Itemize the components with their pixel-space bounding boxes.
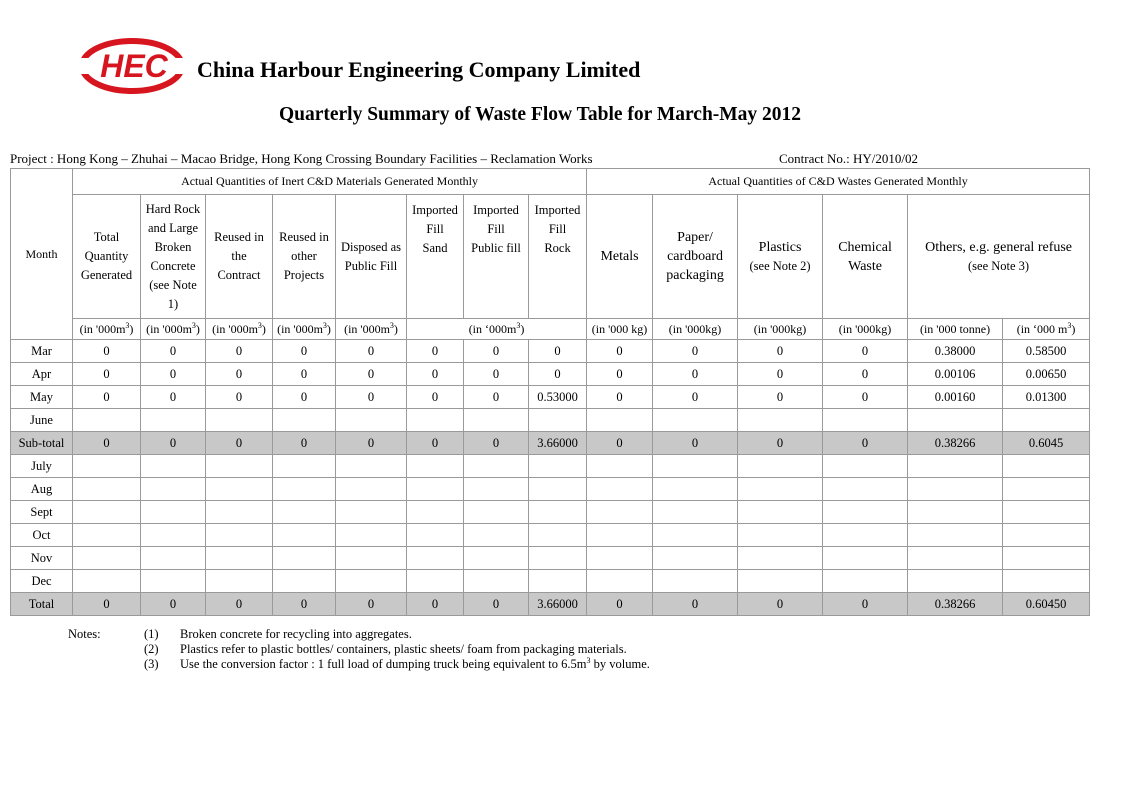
unit-paper: (in '000kg) [653, 319, 738, 340]
value-cell [823, 409, 908, 432]
value-cell [653, 524, 738, 547]
unit-plastics: (in '000kg) [738, 319, 823, 340]
col-metals: Metals [587, 195, 653, 319]
value-cell [273, 455, 336, 478]
value-cell: 0 [823, 386, 908, 409]
unit-chemical: (in '000kg) [823, 319, 908, 340]
value-cell [407, 478, 464, 501]
col-reused-other: Reused in other Projects [273, 195, 336, 319]
value-cell: 0 [587, 340, 653, 363]
value-cell [73, 455, 141, 478]
value-cell: 0.00650 [1003, 363, 1090, 386]
value-cell: 0 [141, 340, 206, 363]
value-cell [823, 547, 908, 570]
value-cell: 0 [464, 340, 529, 363]
col-others: Others, e.g. general refuse (see Note 3) [908, 195, 1090, 319]
value-cell: 0 [273, 386, 336, 409]
value-cell [464, 570, 529, 593]
value-cell [336, 524, 407, 547]
value-cell [273, 501, 336, 524]
value-cell [464, 547, 529, 570]
value-cell [587, 455, 653, 478]
value-cell [1003, 455, 1090, 478]
value-cell [407, 524, 464, 547]
month-cell: May [11, 386, 73, 409]
value-cell: 0.38266 [908, 432, 1003, 455]
month-cell: Oct [11, 524, 73, 547]
value-cell [587, 478, 653, 501]
value-cell: 0 [738, 340, 823, 363]
value-cell: 0 [336, 340, 407, 363]
month-cell: Total [11, 593, 73, 616]
note-item: (3) Use the conversion factor : 1 full load of dumping truck being equivalent to $6.5m^3$ by volume. [144, 655, 650, 671]
value-cell: 0 [141, 593, 206, 616]
table-row [11, 340, 1090, 363]
month-cell: June [11, 409, 73, 432]
value-cell [336, 501, 407, 524]
value-cell: 0 [407, 340, 464, 363]
table-row [11, 501, 1090, 524]
value-cell [653, 547, 738, 570]
value-cell [206, 547, 273, 570]
value-cell [908, 524, 1003, 547]
unit-metals: (in '000 kg) [587, 319, 653, 340]
value-cell: 0 [336, 386, 407, 409]
unit-total: (in '$000m^3$) [73, 319, 141, 340]
month-header: Month [11, 169, 73, 340]
value-cell: 0.00160 [908, 386, 1003, 409]
table-row [11, 455, 1090, 478]
value-cell [738, 478, 823, 501]
value-cell: 0 [206, 363, 273, 386]
value-cell: 0 [653, 363, 738, 386]
value-cell: 0.60450 [1003, 593, 1090, 616]
value-cell [529, 409, 587, 432]
value-cell [529, 478, 587, 501]
value-cell [206, 570, 273, 593]
value-cell [336, 478, 407, 501]
table-row [11, 524, 1090, 547]
value-cell: 0 [73, 386, 141, 409]
waste-group-header: Actual Quantities of C&D Wastes Generated Monthly [587, 169, 1090, 195]
value-cell: 0 [529, 340, 587, 363]
value-cell [738, 501, 823, 524]
month-cell: Apr [11, 363, 73, 386]
value-cell [336, 547, 407, 570]
value-cell: 0 [273, 363, 336, 386]
value-cell: 0 [336, 593, 407, 616]
col-imported-sand: Imported Fill Sand [407, 195, 464, 319]
value-cell [464, 501, 529, 524]
value-cell [407, 455, 464, 478]
month-cell: July [11, 455, 73, 478]
value-cell: 0 [336, 432, 407, 455]
value-cell: 0 [73, 432, 141, 455]
value-cell: 0 [738, 386, 823, 409]
value-cell: 0 [464, 593, 529, 616]
value-cell [908, 455, 1003, 478]
value-cell [206, 501, 273, 524]
value-cell: 0 [206, 340, 273, 363]
value-cell [908, 547, 1003, 570]
hec-logo [80, 38, 188, 94]
table-row [11, 432, 1090, 455]
col-imported-rock: Imported Fill Rock [529, 195, 587, 319]
value-cell [908, 570, 1003, 593]
value-cell [529, 547, 587, 570]
value-cell: 0 [738, 593, 823, 616]
value-cell [738, 409, 823, 432]
value-cell [336, 570, 407, 593]
value-cell [529, 455, 587, 478]
value-cell: 0 [336, 363, 407, 386]
value-cell: 0 [273, 340, 336, 363]
value-cell: 0 [587, 363, 653, 386]
value-cell [464, 455, 529, 478]
value-cell: 0 [464, 432, 529, 455]
unit-reused-contract: (in '$000m^3$) [206, 319, 273, 340]
month-cell: Mar [11, 340, 73, 363]
value-cell [823, 570, 908, 593]
value-cell: 0 [464, 386, 529, 409]
value-cell [738, 570, 823, 593]
col-total-quantity: Total Quantity Generated [73, 195, 141, 319]
value-cell [1003, 570, 1090, 593]
value-cell: 0.01300 [1003, 386, 1090, 409]
value-cell [336, 455, 407, 478]
unit-others-tonne: (in '000 tonne) [908, 319, 1003, 340]
value-cell: 0 [823, 432, 908, 455]
value-cell [738, 547, 823, 570]
value-cell: 0 [206, 432, 273, 455]
value-cell [529, 501, 587, 524]
value-cell [141, 547, 206, 570]
value-cell [823, 478, 908, 501]
col-plastics: Plastics (see Note 2) [738, 195, 823, 319]
value-cell: 0.00106 [908, 363, 1003, 386]
note-item: (1) Broken concrete for recycling into aggregates. [144, 627, 412, 641]
contract-number: Contract No.: HY/2010/02 [779, 151, 919, 166]
col-disposed-public-fill: Disposed as Public Fill [336, 195, 407, 319]
value-cell: 0 [653, 432, 738, 455]
value-cell [407, 409, 464, 432]
value-cell [141, 524, 206, 547]
value-cell [206, 409, 273, 432]
value-cell [529, 524, 587, 547]
value-cell [529, 570, 587, 593]
col-chemical-waste: Chemical Waste [823, 195, 908, 319]
value-cell: 0 [738, 363, 823, 386]
value-cell [587, 570, 653, 593]
value-cell [587, 547, 653, 570]
value-cell: 0 [73, 593, 141, 616]
value-cell: 0 [407, 363, 464, 386]
value-cell [407, 501, 464, 524]
value-cell: 3.66000 [529, 432, 587, 455]
table-row [11, 593, 1090, 616]
value-cell: 3.66000 [529, 593, 587, 616]
unit-imported: (in ‘$000m^3$) [407, 319, 587, 340]
value-cell [653, 570, 738, 593]
value-cell: 0 [587, 386, 653, 409]
value-cell: 0 [407, 386, 464, 409]
unit-hard-rock: (in '$000m^3$) [141, 319, 206, 340]
value-cell [653, 409, 738, 432]
value-cell: 0.38000 [908, 340, 1003, 363]
value-cell: 0 [738, 432, 823, 455]
value-cell: 0 [823, 593, 908, 616]
value-cell [141, 478, 206, 501]
value-cell [653, 478, 738, 501]
value-cell [1003, 501, 1090, 524]
company-name: China Harbour Engineering Company Limited [197, 57, 641, 82]
value-cell [908, 478, 1003, 501]
value-cell [141, 501, 206, 524]
value-cell [141, 570, 206, 593]
value-cell: 0 [407, 593, 464, 616]
table-row [11, 478, 1090, 501]
value-cell [908, 501, 1003, 524]
value-cell [738, 455, 823, 478]
value-cell [1003, 547, 1090, 570]
value-cell [1003, 409, 1090, 432]
page-title: Quarterly Summary of Waste Flow Table for March-May 2012 [278, 104, 802, 125]
value-cell: 0 [653, 386, 738, 409]
value-cell [464, 478, 529, 501]
value-cell: 0 [653, 593, 738, 616]
month-cell: Nov [11, 547, 73, 570]
col-paper: Paper/ cardboard packaging [653, 195, 738, 319]
value-cell [273, 524, 336, 547]
value-cell: 0.38266 [908, 593, 1003, 616]
value-cell [273, 478, 336, 501]
value-cell [587, 501, 653, 524]
value-cell [73, 409, 141, 432]
table-row [11, 363, 1090, 386]
value-cell [273, 547, 336, 570]
value-cell: 0 [73, 340, 141, 363]
value-cell [206, 478, 273, 501]
value-cell [73, 501, 141, 524]
value-cell: 0 [464, 363, 529, 386]
table-row [11, 409, 1090, 432]
value-cell: 0 [273, 593, 336, 616]
month-cell: Sub-total [11, 432, 73, 455]
value-cell [587, 524, 653, 547]
value-cell [273, 570, 336, 593]
note-item: (2) Plastics refer to plastic bottles/ containers, plastic sheets/ foam from packaging materials. [144, 642, 627, 656]
value-cell [206, 524, 273, 547]
notes-label: Notes: [68, 627, 101, 641]
table-row [11, 547, 1090, 570]
value-cell: 0 [823, 340, 908, 363]
col-hard-rock: Hard Rock and Large Broken Concrete (see Note 1) [141, 195, 206, 319]
value-cell [1003, 524, 1090, 547]
value-cell [823, 524, 908, 547]
value-cell: 0 [823, 363, 908, 386]
value-cell [336, 409, 407, 432]
value-cell: 0 [587, 432, 653, 455]
value-cell: 0 [529, 363, 587, 386]
value-cell: 0 [141, 432, 206, 455]
value-cell: 0 [653, 340, 738, 363]
value-cell [653, 455, 738, 478]
value-cell: 0.6045 [1003, 432, 1090, 455]
value-cell: 0 [587, 593, 653, 616]
value-cell: 0 [141, 386, 206, 409]
project-line: Project : Hong Kong – Zhuhai – Macao Bridge, Hong Kong Crossing Boundary Facilities – Reclamation Works [10, 151, 593, 166]
unit-others-m3: (in ‘000 $m^3$) [1003, 319, 1090, 340]
month-cell: Aug [11, 478, 73, 501]
month-cell: Sept [11, 501, 73, 524]
value-cell [1003, 478, 1090, 501]
col-reused-contract: Reused in the Contract [206, 195, 273, 319]
value-cell: 0.53000 [529, 386, 587, 409]
value-cell [73, 524, 141, 547]
value-cell: 0 [206, 593, 273, 616]
logo-text: HEC [100, 48, 168, 84]
value-cell [73, 547, 141, 570]
value-cell: 0 [273, 432, 336, 455]
inert-group-header: Actual Quantities of Inert C&D Materials Generated Monthly [73, 169, 587, 195]
value-cell [206, 455, 273, 478]
table-row [11, 386, 1090, 409]
waste-flow-table [10, 168, 1090, 616]
value-cell [464, 524, 529, 547]
value-cell [407, 547, 464, 570]
value-cell: 0 [73, 363, 141, 386]
value-cell: 0 [407, 432, 464, 455]
value-cell [587, 409, 653, 432]
value-cell [823, 501, 908, 524]
value-cell [464, 409, 529, 432]
value-cell [407, 570, 464, 593]
value-cell [73, 478, 141, 501]
unit-disposed: (in '$000m^3$) [336, 319, 407, 340]
value-cell [908, 409, 1003, 432]
value-cell: 0.58500 [1003, 340, 1090, 363]
value-cell [653, 501, 738, 524]
value-cell: 0 [206, 386, 273, 409]
value-cell [823, 455, 908, 478]
value-cell [141, 455, 206, 478]
value-cell: 0 [141, 363, 206, 386]
value-cell [73, 570, 141, 593]
unit-reused-other: (in '$000m^3$) [273, 319, 336, 340]
month-cell: Dec [11, 570, 73, 593]
value-cell [141, 409, 206, 432]
value-cell [273, 409, 336, 432]
table-row [11, 570, 1090, 593]
value-cell [738, 524, 823, 547]
col-imported-public-fill: Imported Fill Public fill [464, 195, 529, 319]
